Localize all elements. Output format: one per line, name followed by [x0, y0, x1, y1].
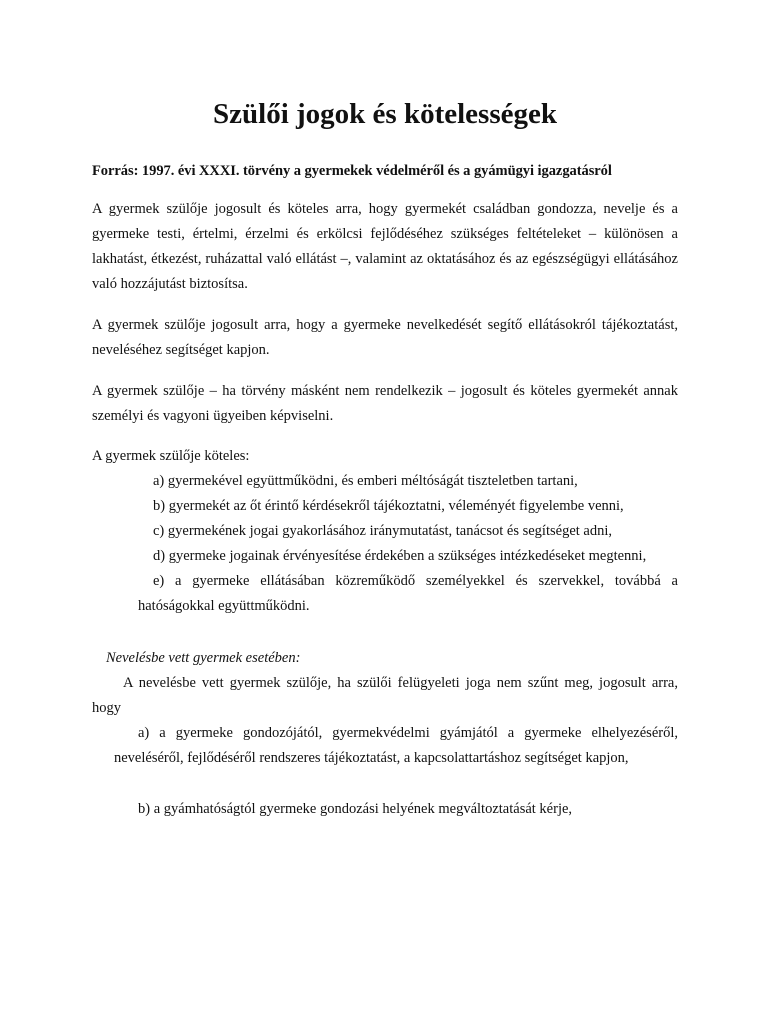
foster-care-heading: Nevelésbe vett gyermek esetében:	[106, 650, 301, 666]
foster-care-item-b: b) a gyámhatóságtól gyermeke gondozási helyének megváltoztatását kérje,	[138, 801, 573, 817]
list-item: b) gyermekét az őt érintő kérdésekről tájékoztatni, véleményét figyelembe venni,	[153, 498, 624, 514]
paragraph-care-duty: A gyermek szülője jogosult és köteles arra, hogy gyermekét családban gondozza, nevelje és a gyermeke testi, értelmi, érzelmi és erkölcsi fejlődéséhez szükséges feltételeket – különösen a lakhatást, étkezést, ruházattal való ellátást –, valamint az oktatásához és az egészségügyi ellátásához való hozzájutást biztosítsa.	[92, 201, 678, 292]
paragraph-representation: A gyermek szülője – ha törvény másként nem rendelkezik – jogosult és köteles gyermekét annak személyi és vagyoni ügyeiben képviselni.	[92, 383, 678, 424]
list-item: d) gyermeke jogainak érvényesítése érdekében a szükséges intézkedéseket megtenni,	[153, 548, 647, 564]
obligations-list	[92, 469, 678, 619]
list-item: a) gyermekével együttműködni, és emberi méltóságát tiszteletben tartani,	[153, 473, 578, 489]
foster-care-intro: A nevelésbe vett gyermek szülője, ha szülői felügyeleti joga nem szűnt meg, jogosult arra, hogy	[92, 675, 678, 716]
source-citation: Forrás: 1997. évi XXXI. törvény a gyermekek védelméről és a gyámügyi igazgatásról	[92, 163, 612, 179]
paragraph-obligations-intro: A gyermek szülője köteles:	[92, 448, 250, 464]
paragraph-information-right: A gyermek szülője jogosult arra, hogy a gyermeke nevelkedését segítő ellátásokról tájékoztatást, neveléséhez segítséget kapjon.	[92, 317, 678, 358]
foster-care-item-a: a) a gyermeke gondozójától, gyermekvédelmi gyámjától a gyermeke elhelyezéséről, neveléséről, fejlődéséről rendszeres tájékoztatást, a kapcsolattartáshoz segítséget kapjon,	[114, 725, 678, 766]
list-item: e) a gyermeke ellátásában közreműködő személyekkel és szervekkel, továbbá a hatóságokkal együttműködni.	[138, 573, 678, 614]
page-title: Szülői jogok és kötelességek	[213, 98, 557, 130]
list-item: c) gyermekének jogai gyakorlásához iránymutatást, tanácsot és segítséget adni,	[153, 523, 613, 539]
